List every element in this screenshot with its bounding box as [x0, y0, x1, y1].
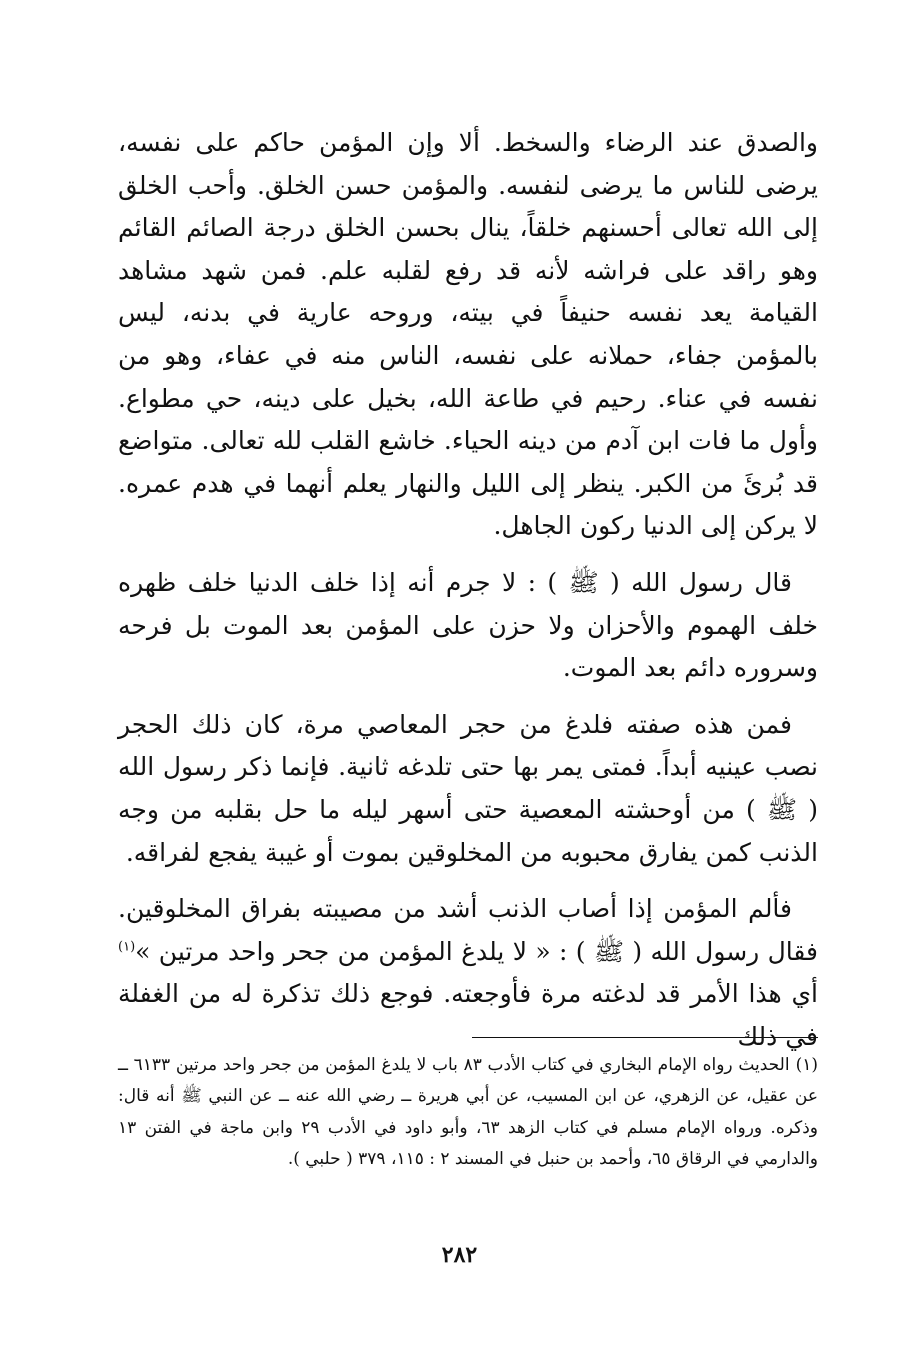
footnote-reference: (١): [118, 939, 136, 955]
paragraph-3: فمن هذه صفته فلدغ من حجر المعاصي مرة، كان ذلك الحجر نصب عينيه أبداً. فمتى يمر بها حتى تلدغه ثانية. فإنما ذكر رسول الله ( ﷺ ) من أوحشته المعصية حتى أسهر ليله ما حل بقلبه من وجه الذنب كمن يفارق محبوبه من المخلوقين بموت أو غيبة يفجع لفراقه.: [118, 709, 818, 867]
footnotes: [118, 1050, 818, 1175]
footnote-divider: [472, 1037, 818, 1038]
page-number: ٢٨٢: [441, 1242, 478, 1268]
paragraph-2: قال رسول الله ( ﷺ ) : لا جرم أنه إذا خلف الدنيا خلف ظهره خلف الهموم والأحزان ولا حزن على المؤمن بعد الموت بل فرحه وسروره دائم بعد الموت.: [118, 567, 818, 683]
paragraph-4: [118, 888, 818, 1058]
paragraph-1: والصدق عند الرضاء والسخط. ألا وإن المؤمن حاكم على نفسه، يرضى للناس ما يرضى لنفسه. والمؤمن حسن الخلق. وأحب الخلق إلى الله تعالى أحسنهم خلقاً، ينال بحسن الخلق درجة الصائم القائم وهو راقد على فراشه لأنه قد رفع لقلبه علم. فمن شهد مشاهد القيامة يعد نفسه حنيفاً في بيته، وروحه عارية في بدنه، ليس بالمؤمن جفاء، حملانه على نفسه، الناس منه في عفاء، وهو من نفسه في عناء. رحيم في طاعة الله، بخيل على دينه، حي مطواع. وأول ما فات ابن آدم من دينه الحياء. خاشع القلب لله تعالى. متواضع قد بُرئَ من الكبر. ينظر إلى الليل والنهار يعلم أنهما في هدم عمره. لا يركن إلى الدنيا ركون الجاهل.: [118, 128, 818, 541]
paragraph-4-text-before: فألم المؤمن إذا أصاب الذنب أشد من مصيبته بفراق المخلوقين. فقال رسول الله ( ﷺ ) : « لا يلدغ المؤمن من جحر واحد مرتين »: [118, 894, 818, 966]
footnote-text: الحديث رواه الإمام البخاري في كتاب الأدب ٨٣ باب لا يلدغ المؤمن من جحر واحد مرتين ٦١٣٣ ــ عن عقيل، عن الزهري، عن ابن المسيب، عن أبي هريرة ــ رضي الله عنه ــ عن النبي ﷺ أنه قال: وذكره. ورواه الإمام مسلم في كتاب الزهد ٦٣، وأبو داود في الأدب ٢٩ وابن ماجة في الفتن ١٣ والدارمي في الرقاق ٦٥، وأحمد بن حنبل في المسند ٢ : ١١٥، ٣٧٩ ( حلبي ).: [118, 1055, 818, 1169]
main-text: [118, 122, 818, 1072]
paragraph-4-text-after: أي هذا الأمر قد لدغته مرة فأوجعته. فوجع ذلك تذكرة له من الغفلة في ذلك: [118, 979, 818, 1051]
footnote-1: [118, 1050, 818, 1175]
footnote-marker: (١): [795, 1055, 818, 1075]
